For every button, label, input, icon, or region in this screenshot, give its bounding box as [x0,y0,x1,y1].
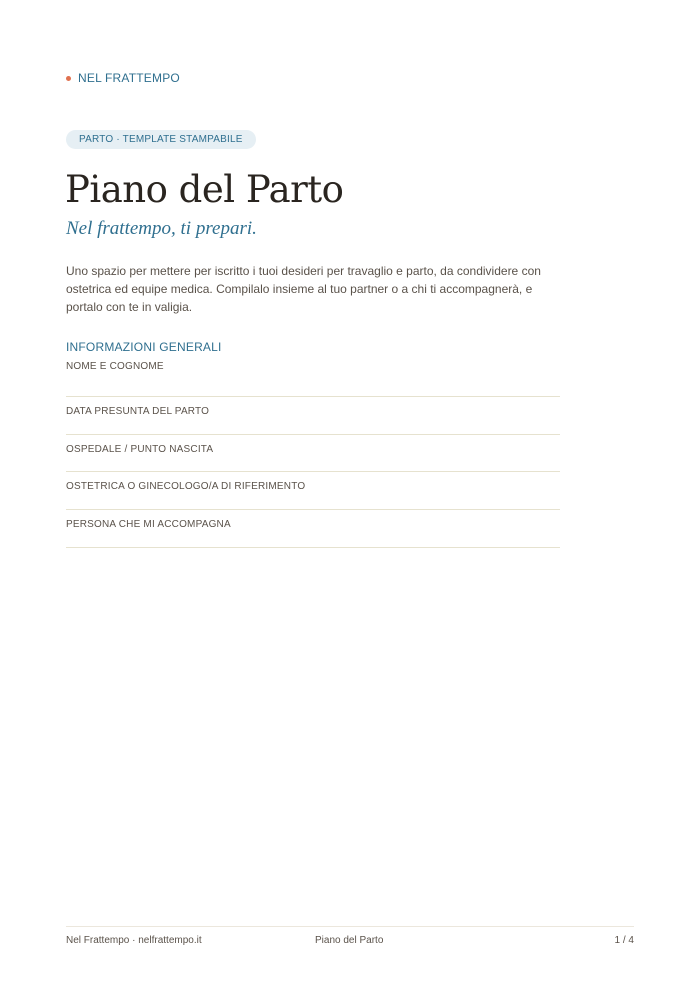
field-label: OSPEDALE / PUNTO NASCITA [66,443,214,455]
field-companion[interactable] [66,510,560,548]
brand-dot-icon [66,76,71,81]
page-footer [66,926,634,956]
field-label: PERSONA CHE MI ACCOMPAGNA [66,519,231,530]
field-hospital[interactable] [66,435,560,473]
general-info-form [66,359,560,548]
field-midwife-doctor[interactable] [66,472,560,510]
page-title: Piano del Parto [65,168,344,211]
brand-name: NEL FRATTEMPO [78,71,180,85]
field-full-name[interactable] [66,359,560,397]
field-label: NOME E COGNOME [66,361,164,372]
intro-text: Uno spazio per mettere per iscritto i tuoi desideri per travaglio e parto, da condividere con ostetrica ed equipe medica. Compilalo insieme al tuo partner o a chi ti accompagnerà, e portalo con te in valigia. [66,264,541,314]
field-due-date[interactable] [66,397,560,435]
footer-site: Nel Frattempo · nelfrattempo.it [66,935,202,946]
brand [66,71,180,85]
footer-document-title: Piano del Parto [315,935,384,946]
field-label: OSTETRICA O GINECOLOGO/A DI RIFERIMENTO [66,481,306,493]
page-subtitle: Nel frattempo, ti prepari. [66,218,257,239]
field-label: DATA PRESUNTA DEL PARTO [66,405,210,417]
page-number: 1 / 4 [614,935,634,946]
category-tag: PARTO · TEMPLATE STAMPABILE [66,130,256,149]
section-title: INFORMAZIONI GENERALI [66,340,222,354]
